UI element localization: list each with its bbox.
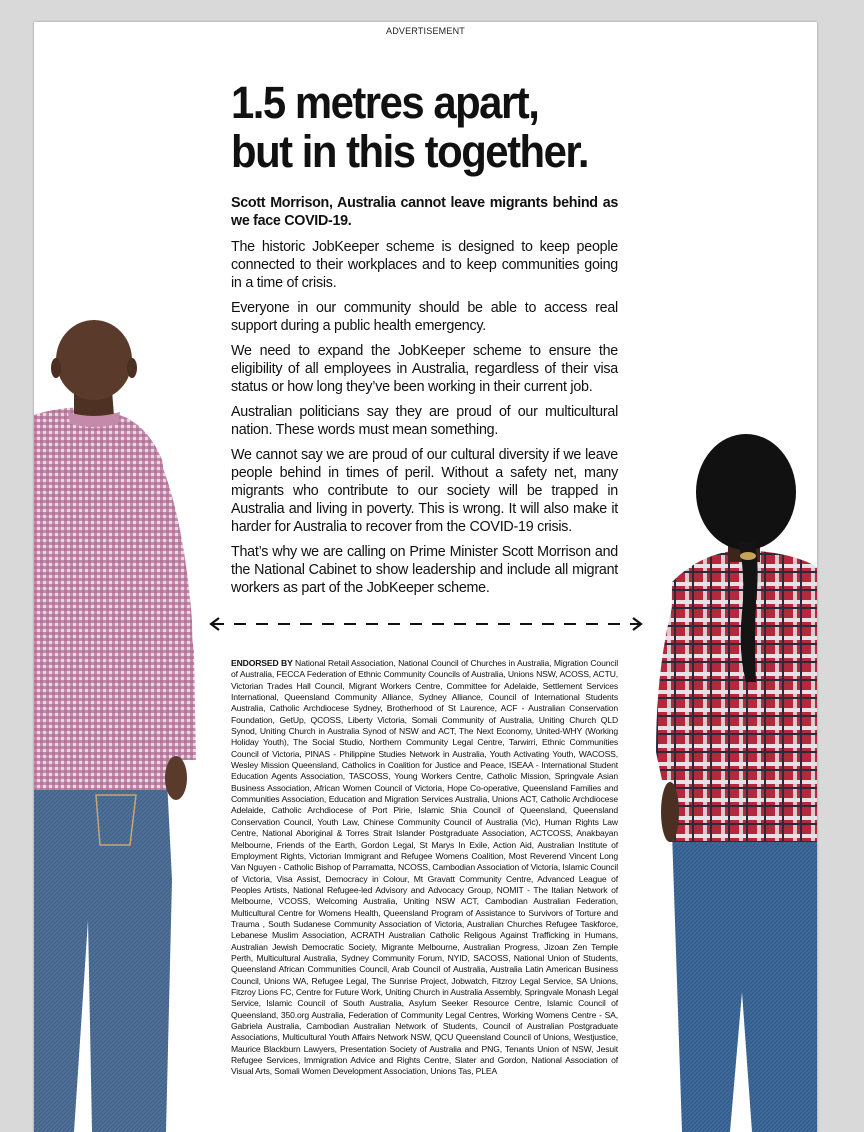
body-paragraph: We cannot say we are proud of our cultural diversity if we leave people behind in times of peril. Without a safety net, many migrants who contribute to our society will be trapped in Australia and living in poverty. This is wrong. It will also make it harder for Australia to recover from the COVID-19 crisis. [231, 447, 618, 535]
body-paragraph: That’s why we are calling on Prime Minister Scott Morrison and the National Cabinet to show leadership and include all migrant workers as part of the JobKeeper scheme. [231, 544, 618, 596]
woman-from-behind-illustration [642, 432, 817, 1132]
advertisement-page [34, 22, 817, 1132]
body-paragraph: The historic JobKeeper scheme is designed to keep people connected to their workplaces and to keep communities going in a time of crisis. [231, 239, 618, 291]
headline-line-1: 1.5 metres apart, [231, 77, 539, 128]
endorsed-by-label: ENDORSED BY [231, 658, 296, 668]
lede-paragraph: Scott Morrison, Australia cannot leave migrants behind as we face COVID-19. [231, 195, 618, 229]
double-arrow-divider-icon [206, 615, 646, 633]
headline [231, 78, 603, 176]
endorser-names: National Retail Association, National Council of Churches in Australia, Migration Council of Australia, FECCA Federation of Ethnic Community Councils of Australia, Unions NSW, ACOSS, ACTU, Victorian Trades Hall Council, Migrant Workers Centre, Committee for Adelaide, Settlement Services International, Queensland Community Alliance, Sydney Alliance, Council of International Students Australia, Catholic Archdiocese Sydney, Brotherhood of St Laurence, ACF - Australian Conservation Foundation, GetUp, QCOSS, Liberty Victoria, Somali Community of Australia, Uniting Church QLD Synod, Uniting Church in Australia Synod of NSW and ACT, The Next Economy, United-WHY (Working Holiday Youth), The Social Studio, Northern Community Legal Centre, Tarwirri, Ethnic Communities Council of Victoria, PINAS - Philippine Studies Network in Australia, Youth Activating Youth, WACOSS, Wesley Mission Queensland, Catholics in Coalition for Justice and Peace, ISEAA - International Student Education Agents Association, TASCOSS, Young Workers Centre, Catholic Mission, Springvale Asian Business Association, African Women Council of Victoria, Hope Co-operative, Queensland Families and Communities Association, Education and Migration Services Australia, Unions ACT, Catholic Archdiocese Adelaide, Catholic Archdiocese of Port Pirie, Islamic Shia Council of Queensland, Queensland Conservation Council, Youth Law, Chinese Community Council of Australia (Vic), Human Rights Law Centre, National Aboriginal & Torres Strait Islander Postgraduate Association, ACTCOSS, Anakbayan Melbourne, Friends of the Earth, Gordon Legal, St Marys In Exile, Action Aid, Australian Institute of Employment Rights, Victorian Immigrant and Refugee Womens Coalition, Most Reverend Vincent Long Van Nguyen - Catholic Bishop of Parramatta, NCOSS, Cambodian Association of Victoria, Islamic Council of Victoria, Visa Assist, Democracy in Colour, Mt Gravatt Community Centre, Advanced League of Peoples Artists, National Refugee-led Advisory and Advocacy Group, NOMIT - The Italian Network of Melbourne, VCOSS, Welcoming Australia, Uniting NSW ACT, Cambodian Australian Federation, Multicultural Centre for Womens Health, Queensland Program of Assistance to Survivors of Torture and Trauma , South Sudanese Community Association of Victoria, Australian Churches Refugee Taskforce, Lebanese Muslim Association, ACRATH Australian Catholic Religous Against Trafficking in Humans, Australian Jewish Democratic Society, Migrante Melbourne, Australian Progress, Jizoan Zen Temple Perth, Multicultural Australia, Sydney Community Forum, NYID, SACOSS, National Union of Students, Queensland African Communities Council, Arab Council of Australia, Australia Latin American Business Council, Unions WA, Refugee Legal, The Sunrise Project, Jobwatch, Fitzroy Legal Service, SA Unions, Fitzroy Lions FC, Centre for Future Work, Uniting Church in Australia Assembly, Springvale Monash Legal Service, Islamic Council of South Australia, Asylum Seeker Resource Centre, Islamic Council of Queensland, 350.org Australia, Federation of Community Legal Centres, Working Womens Centre - SA, Gabriela Australia, Cambodian Australian Network of Students, Council of Australian Postgraduate Associations, Multicultural Youth Affairs Network NSW, QCU Queensland Council of Unions, Westjustice, Maurice Blackburn Lawyers, Presentation Society of Australia and PNG, Tenants Union of NSW, Jesuit Refugee Services, Immigration Advice and Rights Centre, Slater and Gordon, National Association of Visual Arts, Somali Women Development Association, Unions Tas, PLEA [231, 658, 618, 1077]
body-paragraph: Australian politicians say they are proud of our multicultural nation. These words must mean something. [231, 404, 618, 438]
man-from-behind-illustration [34, 320, 204, 1132]
body-paragraph: Everyone in our community should be able to access real support during a public health emergency. [231, 300, 618, 334]
body-copy [231, 194, 618, 604]
headline-line-2: but in this together. [231, 126, 589, 177]
advertisement-label: ADVERTISEMENT [386, 26, 465, 36]
body-paragraph: We need to expand the JobKeeper scheme to ensure the eligibility of all employees in Australia, regardless of their visa status or how long they’ve been working in their current job. [231, 343, 618, 395]
endorsements-list [231, 658, 618, 1078]
